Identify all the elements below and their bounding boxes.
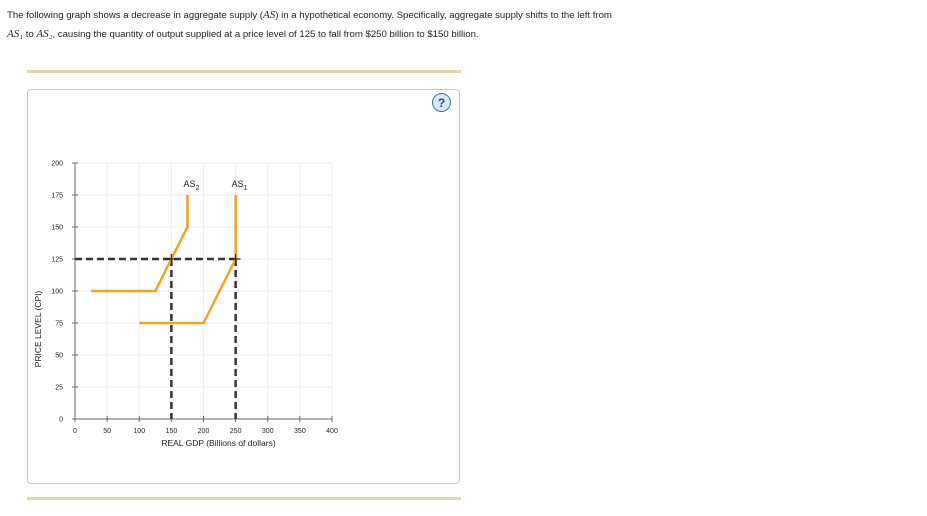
- y-tick-label: 150: [51, 224, 63, 232]
- help-glyph: ?: [437, 95, 446, 110]
- question-text-part: to: [23, 29, 37, 40]
- y-tick-label: 100: [51, 288, 63, 296]
- x-axis-title: REAL GDP (Billions of dollars): [161, 438, 276, 448]
- y-tick-label: 50: [55, 352, 63, 360]
- x-tick-label: 50: [103, 428, 112, 435]
- y-tick-label: 125: [51, 256, 63, 264]
- curve-label-as2: $AS_2$: [183, 179, 200, 192]
- x-tick-label: 150: [165, 428, 178, 435]
- y-axis-title: PRICE LEVEL (CPI): [33, 290, 43, 368]
- x-tick-label: 300: [261, 428, 274, 435]
- question-text-part: The following graph shows a decrease in aggregate supply (: [7, 10, 263, 21]
- x-tick-label: 350: [294, 428, 306, 435]
- y-tick-label: 0: [59, 416, 63, 424]
- x-tick-label: 0: [73, 428, 77, 435]
- y-tick-label: 200: [51, 160, 63, 168]
- question-text-part: , causing the quantity of output supplied at a price level of 125 to fall from $250 billion to $150 billion.: [52, 29, 479, 40]
- question-text-part: ) in a hypothetical economy. Specifically, aggregate supply shifts to the left from: [275, 10, 612, 21]
- math-as: AS: [263, 9, 276, 21]
- x-tick-label: 250: [229, 428, 242, 435]
- x-tick-label: 100: [133, 428, 146, 435]
- curve-label-as1: $AS_1$: [231, 179, 248, 192]
- math-as1: AS₁: [7, 28, 24, 40]
- y-tick-label: 175: [51, 192, 63, 200]
- math-as2: AS₂: [36, 28, 53, 40]
- x-tick-label: 200: [197, 428, 210, 435]
- x-tick-label: 400: [326, 428, 338, 435]
- y-tick-label: 25: [55, 384, 63, 392]
- y-tick-label: 75: [55, 320, 63, 328]
- divider-bottom: [27, 497, 461, 500]
